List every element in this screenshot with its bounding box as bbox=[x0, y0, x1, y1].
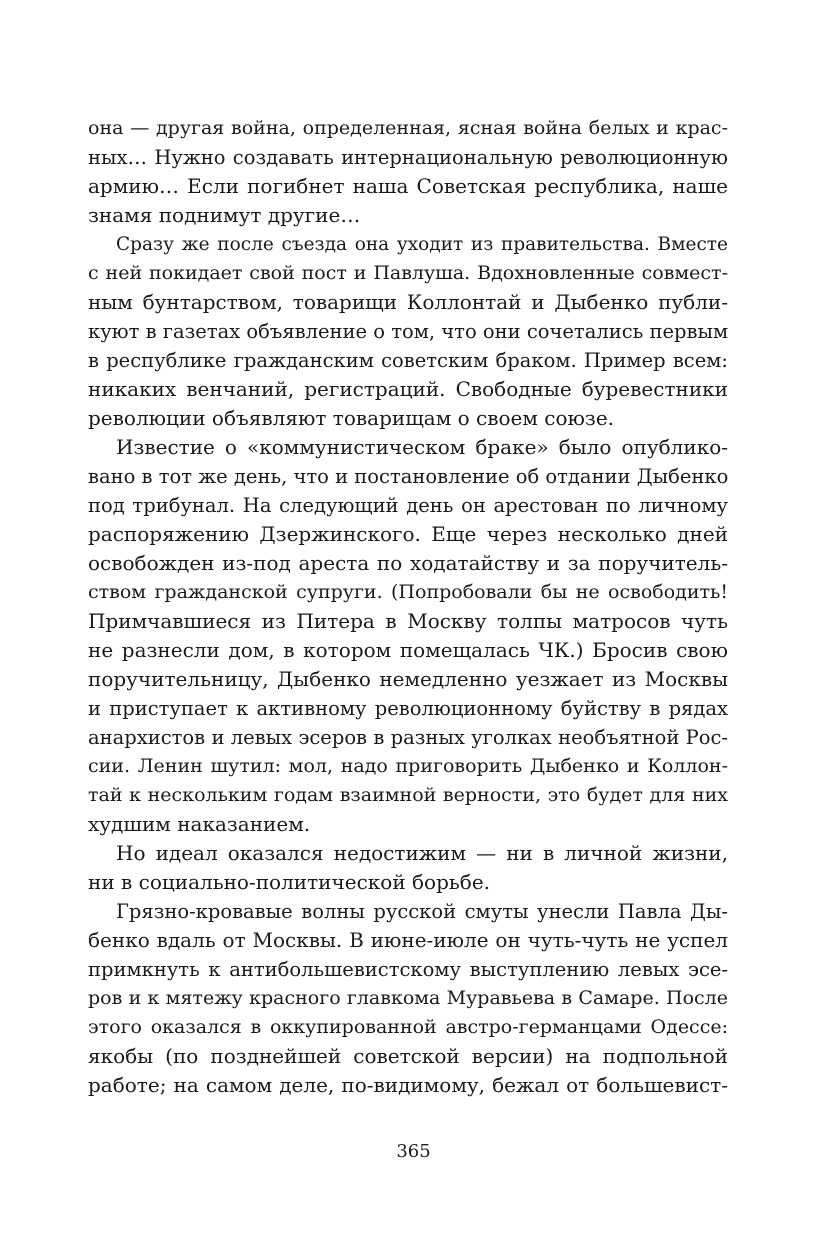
text-line: и приступает к активному революционному буйству в рядах bbox=[88, 697, 728, 720]
text-line: знамя поднимут другие… bbox=[88, 203, 361, 227]
text-line: этого оказался в оккупированной австро-германцами Одессе: bbox=[88, 1016, 728, 1038]
text-line: ным бунтарством, товарищи Коллонтай и Дыбенко публи- bbox=[88, 290, 728, 314]
text-line: освобожден из-под ареста по ходатайству и за поручитель- bbox=[88, 551, 728, 575]
text-line: не разнесли дом, в котором помещалась ЧК.) Бросив свою bbox=[88, 638, 728, 662]
text-line: поручительницу, Дыбенко немедленно уезжает из Москвы bbox=[88, 667, 728, 691]
text-line: якобы (по позднейшей советской версии) на подпольной bbox=[88, 1044, 728, 1068]
text-line: ных… Нужно создавать интернациональную революционную bbox=[88, 146, 728, 169]
text-line: никаких венчаний, регистраций. Свободные буревестники bbox=[88, 377, 728, 401]
text-line: ством гражданской супруги. (Попробовали бы не освободить! bbox=[88, 581, 728, 603]
text-line: ров и к мятежу красного главкома Муравьева в Самаре. После bbox=[88, 987, 728, 1009]
text-line: Известие о «коммунистическом браке» было опублико- bbox=[116, 435, 728, 459]
text-line: анархистов и левых эсеров в разных уголках необъятной Рос- bbox=[88, 726, 728, 749]
text-line: работе; на самом деле, по-видимому, бежал от большевист- bbox=[88, 1073, 728, 1097]
text-line: Грязно-кровавые волны русской смуты унесли Павла Ды- bbox=[116, 900, 728, 923]
text-line: революции объявляют товарищам о своем союзе. bbox=[88, 406, 615, 430]
text-line: армию… Если погибнет наша Советская республика, наше bbox=[88, 174, 728, 198]
text-line: Сразу же после съезда она уходит из правительства. Вместе bbox=[116, 234, 728, 255]
text-line: Примчавшиеся из Питера в Москву толпы матросов чуть bbox=[88, 609, 728, 633]
text-line: сии. Ленин шутил: мол, надо приговорить Дыбенко и Коллон- bbox=[88, 755, 728, 777]
text-line: ни в социально-политической борьбе. bbox=[88, 870, 491, 894]
text-line: примкнуть к антибольшевистскому выступлению левых эсе- bbox=[88, 958, 728, 981]
text-line: в республике гражданским советским браком. Пример всем: bbox=[88, 349, 728, 372]
text-line: с ней покидает свой пост и Павлуша. Вдохновленные совмест- bbox=[88, 262, 728, 284]
text-line: куют в газетах объявление о том, что они сочетались первым bbox=[88, 320, 729, 343]
text-line: она — другая война, определенная, ясная война белых и крас- bbox=[88, 117, 728, 139]
text-line: под трибунал. На следующий день он арестован по личному bbox=[88, 494, 728, 517]
text-line: Но идеал оказался недостижим — ни в личной жизни, bbox=[116, 841, 728, 865]
page-number: 365 bbox=[396, 1141, 431, 1162]
text-line: худшим наказанием. bbox=[88, 812, 311, 836]
text-line: бенко вдаль от Москвы. В июне-июле он чуть-чуть не успел bbox=[88, 928, 728, 952]
text-line: распоряжению Дзержинского. Еще через несколько дней bbox=[88, 522, 728, 546]
text-line: вано в тот же день, что и постановление об отдании Дыбенко bbox=[88, 465, 729, 488]
text-line: тай к нескольким годам взаимной верности, это будет для них bbox=[88, 784, 728, 806]
